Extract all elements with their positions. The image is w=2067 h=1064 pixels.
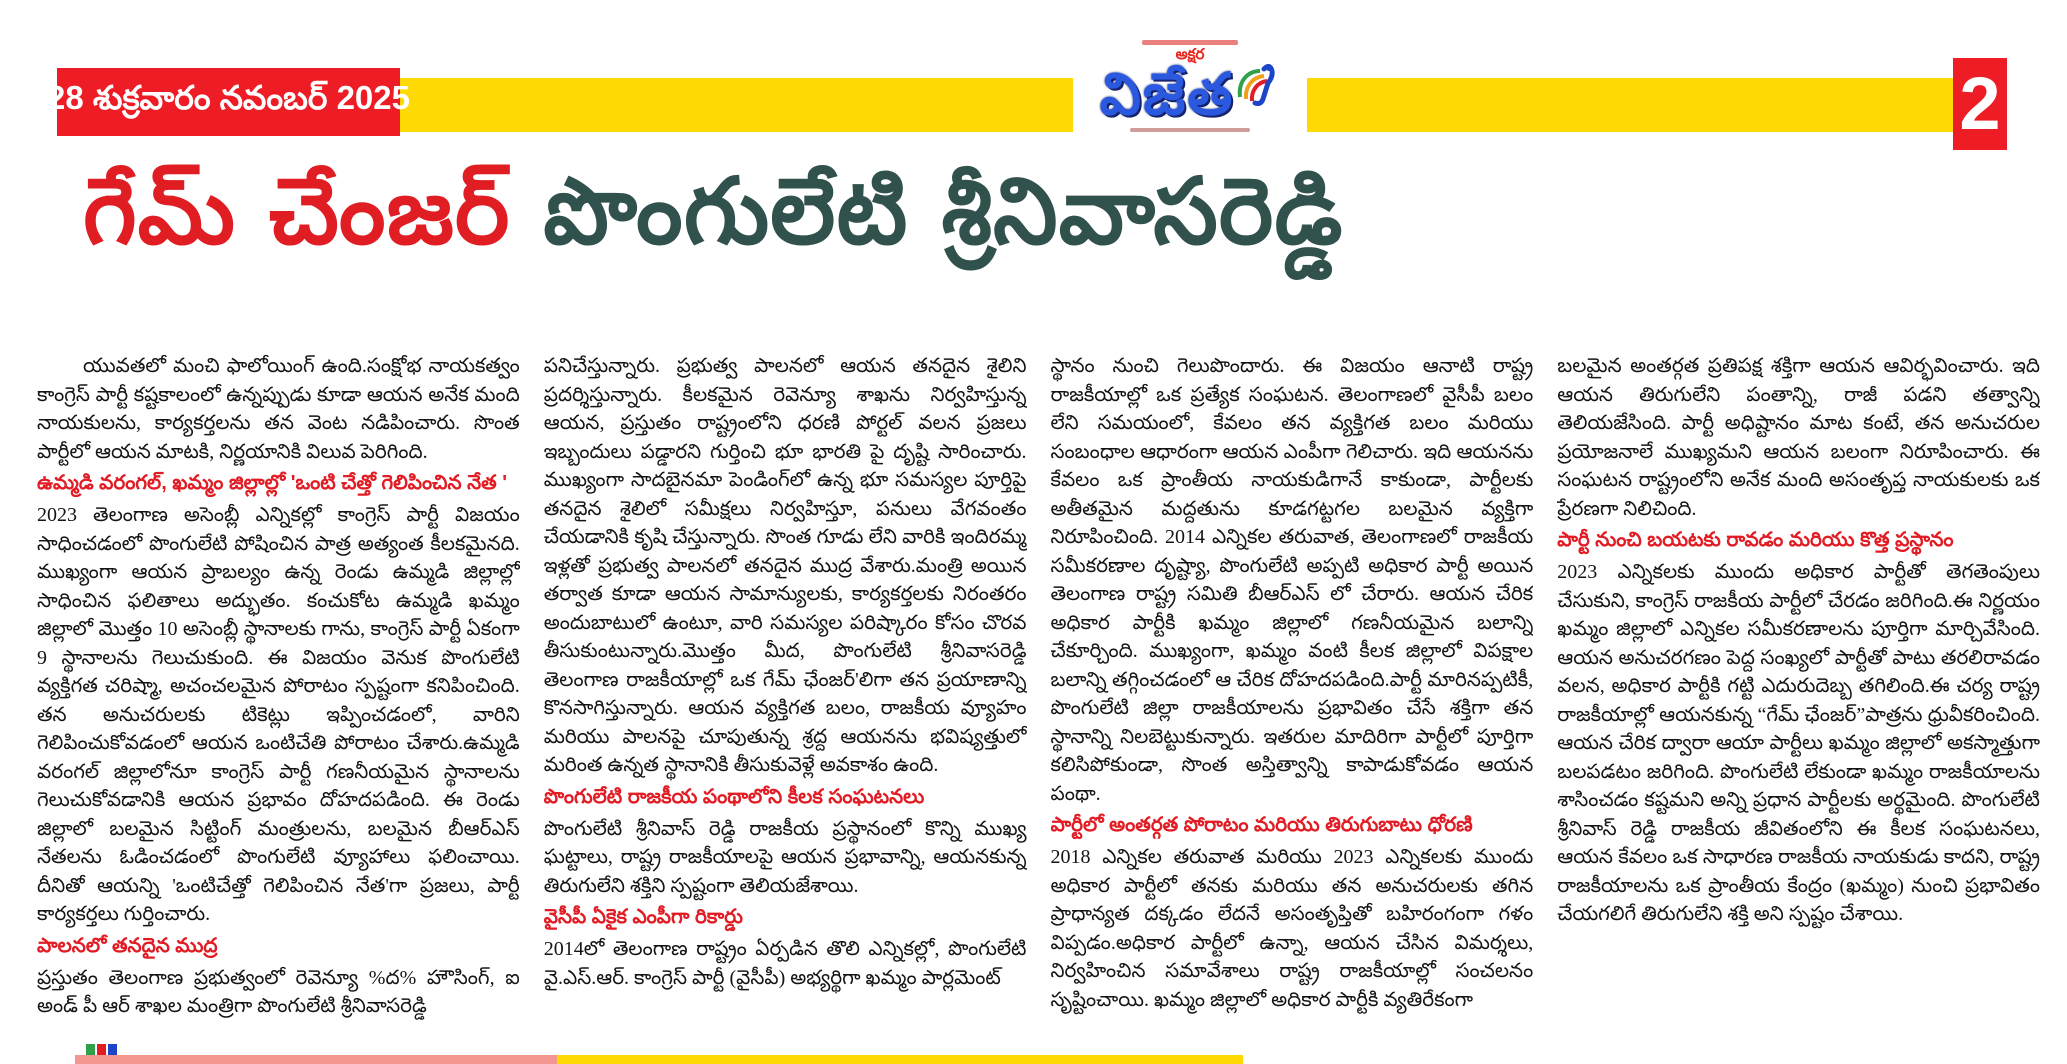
article-paragraph: యువతలో మంచి ఫాలోయింగ్ ఉంది.సంక్షోభ నాయకత్వం కాంగ్రెస్ పార్టీ కష్టకాలంలో ఉన్నప్పుడు కూడా ఆయన అనేక మంది నాయకులను, కార్యకర్తలను తన వెంట నడిపించారు. సొంత పార్టీలో ఆయన మాటకి, నిర్ణయానికి విలువ పెరిగింది. (37, 355, 520, 463)
article-column-1 (37, 352, 520, 1044)
logo-brand-tag: అక్షర (1175, 46, 1205, 63)
date-banner (47, 68, 410, 136)
bottom-strip-yellow (557, 1055, 1243, 1064)
section-subheading: పాలనలో తనదైన ముద్ర (37, 934, 218, 957)
masthead-logo (1073, 28, 1307, 164)
peacock-icon (1234, 63, 1280, 112)
headline-highlight: గేమ్ చేంజర్ (83, 158, 511, 265)
section-subheading: ఉమ్మడి వరంగల్, ఖమ్మం జిల్లాల్లో 'ఒంటి చేత్తో గెలిపించిన నేత ' (37, 472, 508, 494)
page-number: 2 (1959, 62, 2001, 145)
main-headline (83, 148, 2013, 280)
article-paragraph: బలమైన అంతర్గత ప్రతిపక్ష శక్తిగా ఆయన ఆవిర్భవించారు. ఇది ఆయన తిరుగులేని పంతాన్ని, రాజీ పడని తత్వాన్ని తెలియజేసింది. పార్టీ అధిష్టానం మాట కంటే, తన అనుచరుల ప్రయోజనాలే ముఖ్యమని ఆయన బలంగా నిరూపించారు. ఈ సంఘటన రాష్ట్రంలోని అనేక మంది అసంతృప్త నాయకులకు ఒక ప్రేరణగా నిలిచింది. (1557, 355, 2040, 520)
article-paragraph: 2018 ఎన్నికల తరువాత మరియు 2023 ఎన్నికలకు ముందు అధికార పార్టీలో తనకు మరియు తన అనుచరులకు తగిన ప్రాధాన్యత దక్కడం లేదనే అసంతృప్తితో బహిరంగంగా గళం విప్పడం.అధికార పార్టీలో ఉన్నా, ఆయన చేసిన విమర్శలు, నిర్వహించిన సమావేశాలు రాష్ట్ర రాజకీయాల్లో సంచలనం సృష్టించాయి. ఖమ్మం జిల్లాలో అధికార పార్టీకి వ్యతిరేకంగా (1050, 846, 1534, 1011)
page-number-badge (1953, 58, 2007, 150)
bottom-strip-pink (75, 1055, 557, 1064)
article-paragraph: పనిచేస్తున్నారు. ప్రభుత్వ పాలనలో ఆయన తనదైన శైలిని ప్రదర్శిస్తున్నారు. కీలకమైన రెవెన్యూ శాఖను నిర్వహిస్తున్న ఆయన, ప్రస్తుతం రాష్ట్రంలోని ధరణి పోర్టల్ వలన ప్రజలు ఇబ్బందులు పడ్డారని గుర్తించి భూ భారతి పై దృష్టి సారించారు. ముఖ్యంగా సాదబైనమా పెండింగ్‌లో ఉన్న భూ సమస్యల పూర్తిపై తనదైన శైలిలో సమీక్షలు నిర్వహిస్తూ, పనులు వేగవంతం చేయడానికి కృషి చేస్తున్నారు. సొంత గూడు లేని వారికి ఇందిరమ్మ ఇళ్లతో ప్రభుత్వ పాలనలో తనదైన ముద్ర వేశారు.మంత్రి అయిన తర్వాత కూడా ఆయన సామాన్యులకు, కార్యకర్తలకు నిరంతరం అందుబాటులో ఉంటూ, వారి సమస్యల పరిష్కారం కోసం చొరవ తీసుకుంటున్నారు.మొత్తం మీద, పొంగులేటి శ్రీనివాసరెడ్డి తెలంగాణ రాజకీయాల్లో ఒక గేమ్ ఛేంజర్'లిగా తన ప్రయాణాన్ని కొనసాగిస్తున్నారు. ఆయన వ్యక్తిగత బలం, రాజకీయ వ్యూహం మరియు పాలనపై చూపుతున్న శ్రద్ద ఆయనను భవిష్యత్తులో మరింత ఉన్నత స్థానానికి తీసుకువెళ్లే అవకాశం ఉంది. (543, 355, 1027, 776)
headline-rest: పొంగులేటి శ్రీనివాసరెడ్డి (510, 158, 1344, 265)
article-paragraph: స్థానం నుంచి గెలుపొందారు. ఈ విజయం ఆనాటి రాష్ట్ర రాజకీయాల్లో ఒక ప్రత్యేక సంఘటన. తెలంగాణలో వైసీపీ బలం లేని సమయంలో, కేవలం తన వ్యక్తిగత బలం మరియు సంబంధాల ఆధారంగా ఆయన ఎంపీగా గెలిచారు. ఇది ఆయనను కేవలం ఒక ప్రాంతీయ నాయకుడిగానే కాకుండా, పార్టీలకు అతీతమైన మద్దతును కూడగట్టగల బలమైన వ్యక్తిగా నిరూపించింది. 2014 ఎన్నికల తరువాత, తెలంగాణలో రాజకీయ సమీకరణాల దృష్ట్యా, పొంగులేటి అప్పటి అధికార పార్టీ అయిన తెలంగాణ రాష్ట్ర సమితి బీఆర్ఎస్ లో చేరారు. ఆయన చేరిక అధికార పార్టీకి ఖమ్మం జిల్లాలో గణనీయమైన బలాన్ని చేకూర్చింది. ముఖ్యంగా, ఖమ్మం వంటి కీలక జిల్లాలో విపక్షాల బలాన్ని తగ్గించడంలో ఆ చేరిక దోహదపడింది.పార్టీ మారినప్పటికీ, పొంగులేటి జిల్లా రాజకీయాలను ప్రభావితం చేసే శక్తిగా తన స్థానాన్ని నిలబెట్టుకున్నారు. ఇతరుల మాదిరిగా పార్టీలో పూర్తిగా కలిసిపోకుండా, సొంత అస్తిత్వాన్ని కాపాడుకోవడం ఆయన పంథా. (1050, 355, 1534, 805)
logo-brand-name: విజేత (1099, 60, 1235, 128)
section-subheading: పార్టీలో అంతర్గత పోరాటం మరియు తిరుగుబాటు ధోరణి (1050, 814, 1473, 836)
section-subheading: వైసీపీ ఏకైక ఎంపీగా రికార్డు (543, 906, 743, 928)
article-paragraph: 2023 ఎన్నికలకు ముందు అధికార పార్టీతో తెగతెంపులు చేసుకుని, కాంగ్రెస్ రాజకీయ పార్టీలో చేరడం జరిగింది.ఈ నిర్ణయం ఖమ్మం జిల్లాలో ఎన్నికల సమీకరణాలను పూర్తిగా మార్చివేసింది. ఆయన అనుచరగణం పెద్ద సంఖ్యలో పార్టీతో పాటు తరలిరావడం వలన, అధికార పార్టీకి గట్టి ఎదురుదెబ్బ తగిలింది.ఈ చర్య రాష్ట్ర రాజకీయాల్లో ఆయనకున్న “గేమ్ ఛేంజర్”పాత్రను ధ్రువీకరించింది. ఆయన చేరిక ద్వారా ఆయా పార్టీలు ఖమ్మం జిల్లాలో అకస్మాత్తుగా బలపడటం జరిగింది. పొంగులేటి లేకుండా ఖమ్మం రాజకీయాలను శాసించడం కష్టమని అన్ని ప్రధాన పార్టీలకు అర్థమైంది. పొంగులేటి శ్రీనివాస్ రెడ్డి రాజకీయ జీవితంలోని ఈ కీలక సంఘటనలు, ఆయన కేవలం ఒక సాధారణ రాజకీయ నాయకుడు కాదని, రాష్ట్ర రాజకీయాలను ఒక ప్రాంతీయ కేంద్రం (ఖమ్మం) నుంచి ప్రభావితం చేయగలిగే తిరుగులేని శక్తి అని స్పష్టం చేశాయి. (1557, 561, 2040, 925)
article-paragraph: ప్రస్తుతం తెలంగాణ ప్రభుత్వంలో రెవెన్యూ %ద% హౌసింగ్, ఐ అండ్ పీ ఆర్ శాఖల మంత్రిగా పొంగులేటి శ్రీనివాసరెడ్డి (37, 966, 520, 1017)
logo-tagline-small (1142, 40, 1238, 45)
article-paragraph: 2014లో తెలంగాణ రాష్ట్రం ఏర్పడిన తొలి ఎన్నికల్లో, పొంగులేటి వై.ఎస్.ఆర్. కాంగ్రెస్ పార్టీ (వైసీపీ) అభ్యర్థిగా ఖమ్మం పార్లమెంట్ (543, 938, 1027, 989)
logo-address-line (1130, 128, 1250, 132)
article-column-2 (544, 352, 1027, 1044)
section-subheading: పొంగులేటి రాజకీయ పంథాలోని కీలక సంఘటనలు (543, 785, 925, 808)
bottom-strip (0, 1055, 2067, 1064)
article-paragraph: పొంగులేటి శ్రీనివాస్ రెడ్డి రాజకీయ ప్రస్థానంలో కొన్ని ముఖ్య ఘట్టాలు, రాష్ట్ర రాజకీయాలపై ఆయన ప్రభావాన్ని, ఆయనకున్న తిరుగులేని శక్తిని స్పష్టంగా తెలియజేశాయి. (543, 817, 1027, 897)
date-text: 28 శుక్రవారం నవంబర్ 2025 (47, 79, 410, 116)
article-column-3 (1051, 352, 1534, 1044)
article-columns (37, 352, 2040, 1044)
article-paragraph: 2023 తెలంగాణ అసెంబ్లీ ఎన్నికల్లో కాంగ్రెస్ పార్టీ విజయం సాధించడంలో పొంగులేటి పోషించిన పాత్ర అత్యంత కీలకమైనది. ముఖ్యంగా ఆయన ప్రాబల్యం ఉన్న రెండు ఉమ్మడి జిల్లాల్లో సాధించిన ఫలితాలు అద్భుతం. కంచుకోట ఉమ్మడి ఖమ్మం జిల్లాలో మొత్తం 10 అసెంబ్లీ స్థానాలకు గాను, కాంగ్రెస్ పార్టీ ఏకంగా 9 స్థానాలను గెలుచుకుంది. ఈ విజయం వెనుక పొంగులేటి వ్యక్తిగత చరిష్మా, అచంచలమైన పోరాటం స్పష్టంగా కనిపించింది. తన అనుచరులకు టికెట్లు ఇప్పించడంలో, వారిని గెలిపించుకోవడంలో ఆయన ఒంటిచేతి పోరాటం చేశారు.ఉమ్మడి వరంగల్ జిల్లాలోనూ కాంగ్రెస్ పార్టీ గణనీయమైన స్థానాలను గెలుచుకోవడానికి ఆయన ప్రభావం దోహదపడింది. ఈ రెండు జిల్లాలో బలమైన సిట్టింగ్ మంత్రులను, బలమైన బీఆర్ఎస్ నేతలను ఓడించడంలో పొంగులేటి వ్యూహాలు ఫలించాయి. దీనితో ఆయన్ని 'ఒంటిచేత్తో గెలిపించిన నేత'గా ప్రజలు, పార్టీ కార్యకర్తలు గుర్తించారు. (37, 504, 520, 925)
article-column-4 (1557, 352, 2040, 1044)
section-subheading: పార్టీ నుంచి బయటకు రావడం మరియు కొత్త ప్రస్థానం (1557, 529, 1954, 551)
